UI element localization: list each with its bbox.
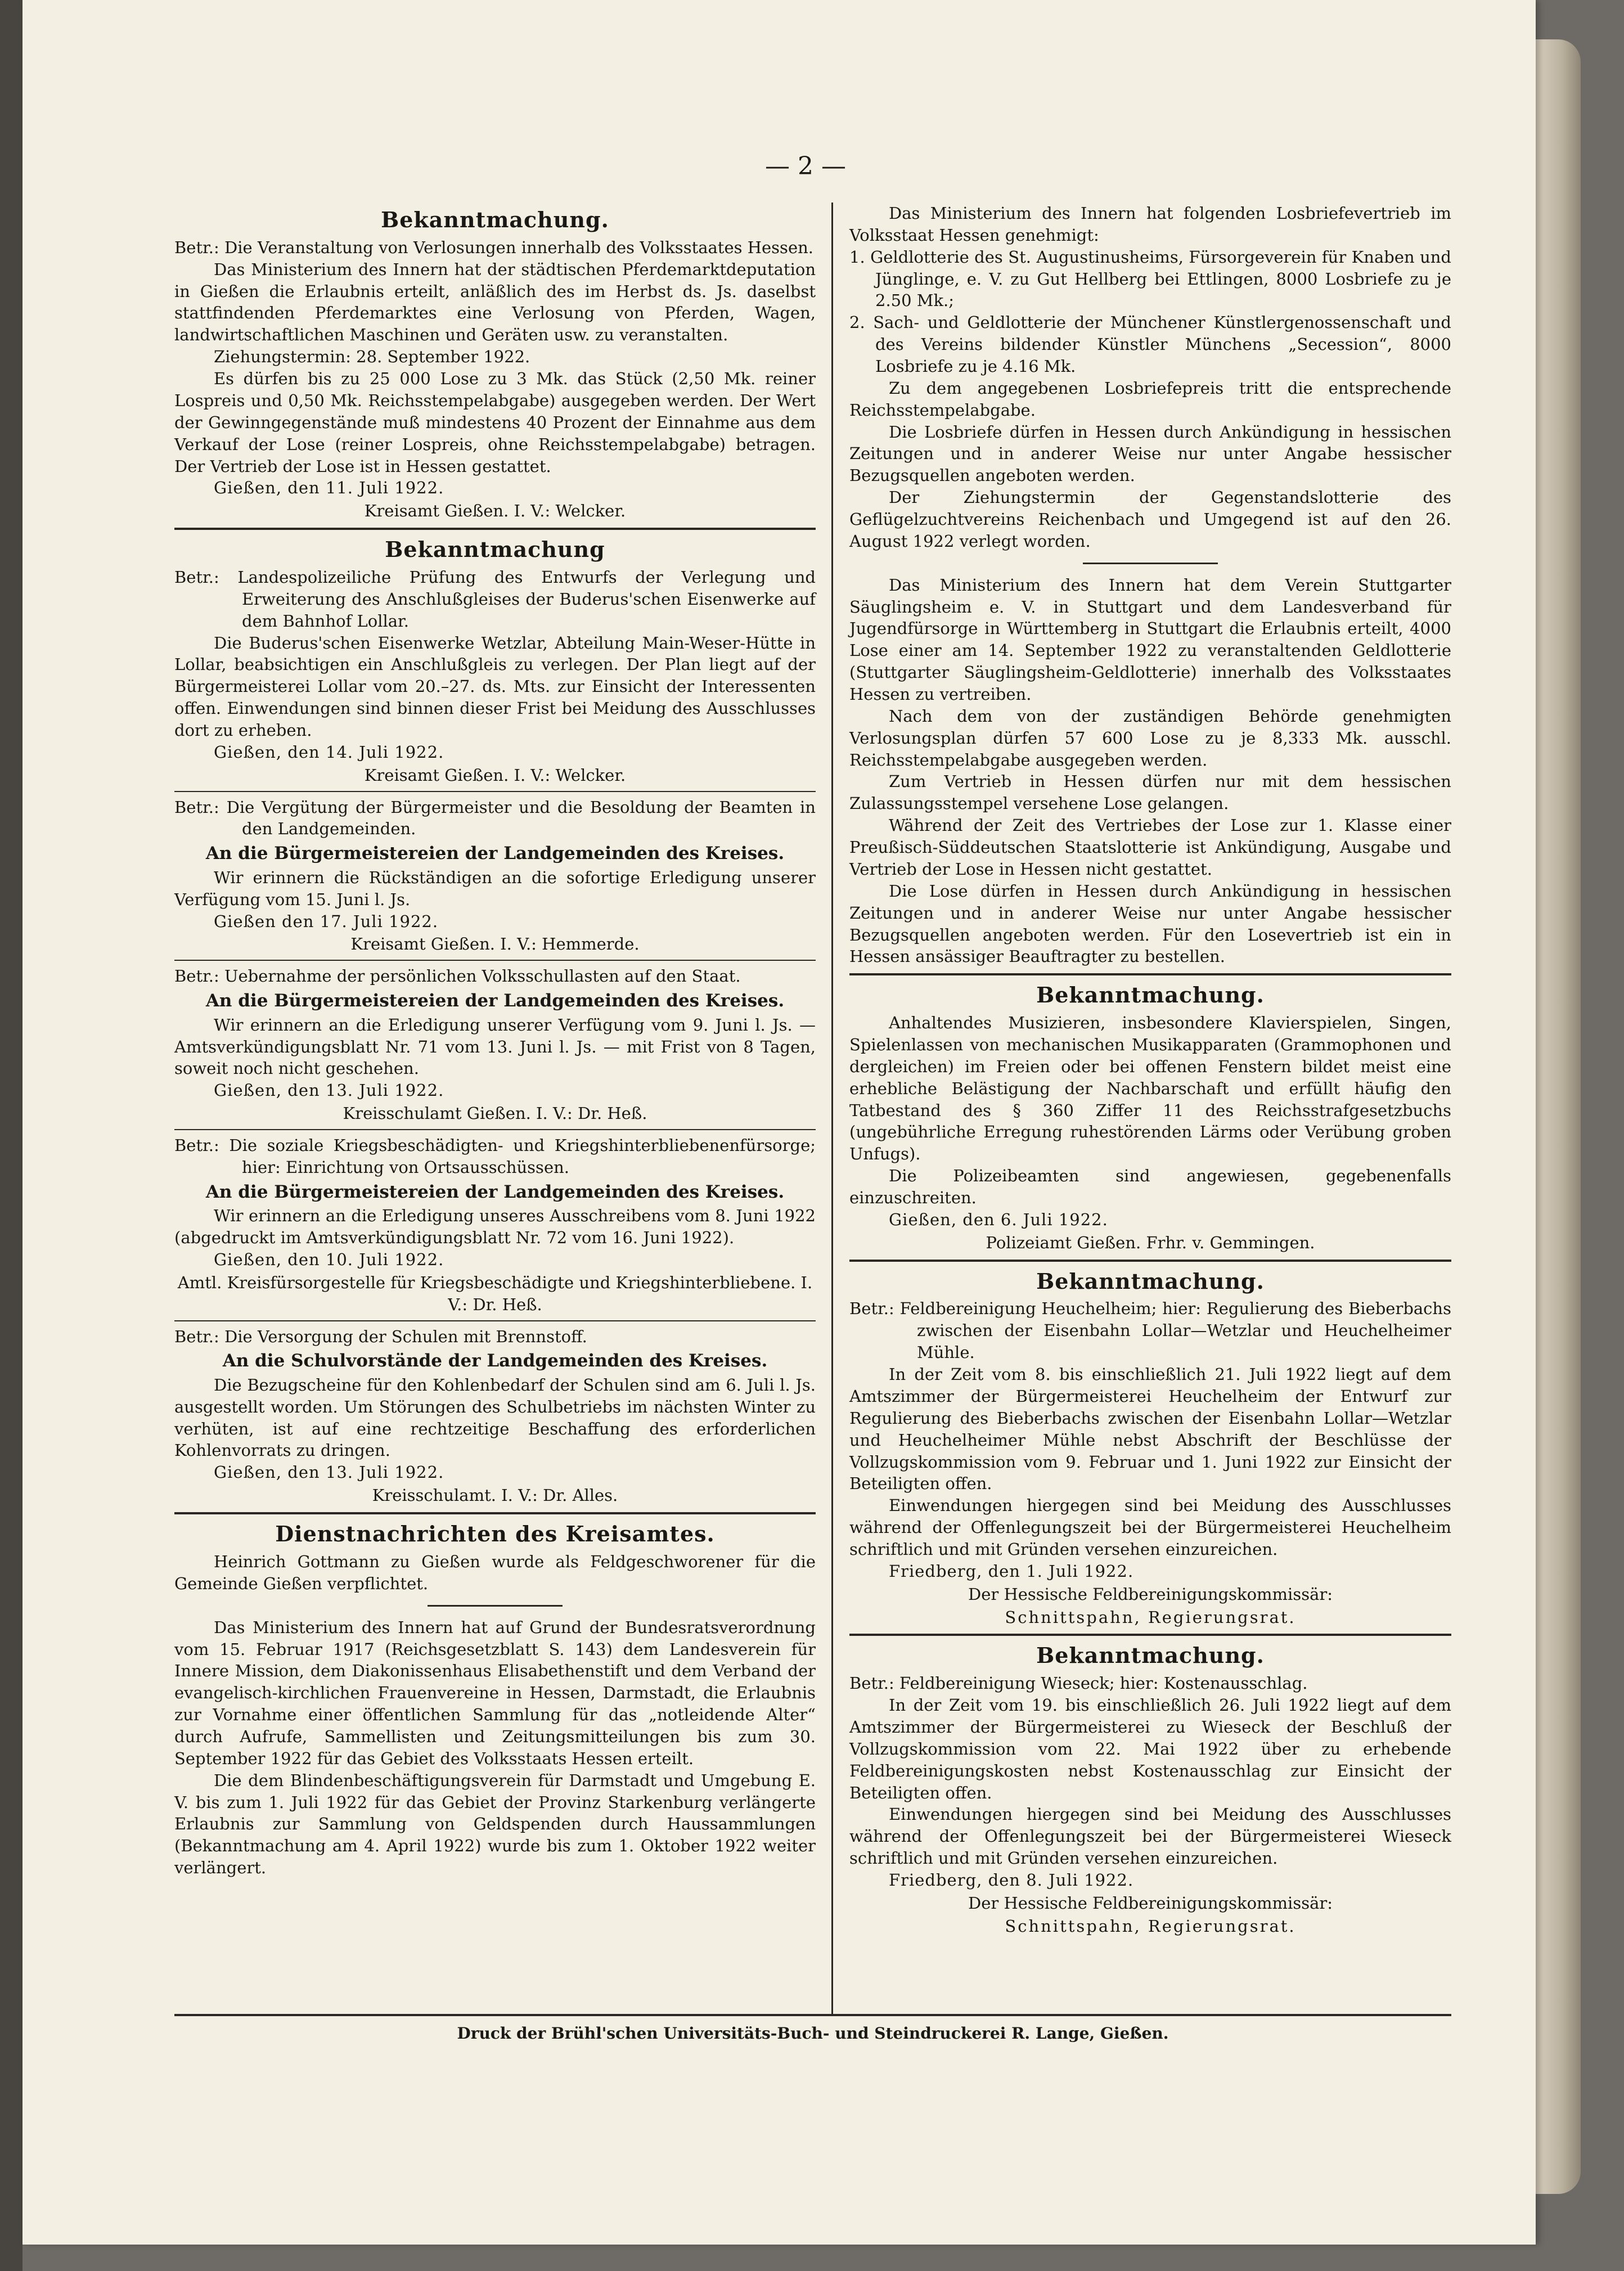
notice-paragraph: Es dürfen bis zu 25 000 Lose zu 3 Mk. das Stück (2,50 Mk. reiner Lospreis und 0,50 Mk. Reichsstempelabgabe) ausgegeben werden. Der Wert der Gewinngegenstände muß mindestens 40 Prozent der Einnahme aus dem Verkauf der Lose (reiner Lospreis, ohne Reichsstempelabgabe) betragen. Der Vertrieb der Lose ist in Hessen gestattet. — [174, 369, 816, 476]
section-divider — [174, 960, 816, 961]
section-divider — [849, 1634, 1451, 1636]
notice-paragraph: Die Polizeibeamten sind angewiesen, gegebenenfalls einzuschreiten. — [849, 1166, 1451, 1207]
notice-subject: Betr.: Die Versorgung der Schulen mit Brennstoff. — [174, 1326, 587, 1346]
section-divider — [174, 791, 816, 792]
notice-subject: Betr.: Feldbereinigung Heuchelheim; hier: Regulierung des Bieberbachs zwischen der Eisenbahn Lollar—Wetzlar und Heuchelheimer Mühle. — [849, 1299, 1451, 1362]
notice-heading: Bekanntmachung. — [1036, 1268, 1265, 1294]
notice-kriegsbeschaedigte — [174, 1135, 816, 1316]
notice-date: Gießen, den 11. Juli 1922. — [214, 478, 444, 498]
section-divider — [174, 528, 816, 530]
notice-paragraph: Nach dem von der zuständigen Behörde genehmigten Verlosungsplan dürfen 57 600 Lose zu je 8,333 Mk. ausschl. Reichsstempelabgabe ausgegeben werden. — [849, 706, 1451, 770]
notice-heading: Bekanntmachung. — [1036, 1643, 1265, 1669]
section-divider — [174, 1129, 816, 1130]
notice-subject: Betr.: Feldbereinigung Wieseck; hier: Kostenausschlag. — [849, 1674, 1308, 1693]
notice-verlosung — [174, 206, 816, 522]
notice-paragraph: Das Ministerium des Innern hat folgenden Losbriefevertrieb im Volksstaat Hessen genehmigt: — [849, 204, 1451, 245]
notice-date: Gießen, den 14. Juli 1922. — [214, 742, 444, 762]
printer-imprint: Druck der Brühl'schen Universitäts-Buch- und Steindruckerei R. Lange, Gießen. — [174, 2014, 1451, 2043]
notice-paragraph: Einwendungen hiergegen sind bei Meidung des Ausschlusses während der Offenlegungszeit bei der Bürgermeisterei Heuchelheim schriftlich und mit Gründen versehen einzureichen. — [849, 1496, 1451, 1559]
notice-heading: Dienstnachrichten des Kreisamtes. — [275, 1521, 715, 1547]
list-item: 1. Geldlotterie des St. Augustinusheims, Fürsorgeverein für Knaben und Jünglinge, e. V. zu Gut Hellberg bei Ettlingen, 8000 Losbriefe zu je 2.50 Mk.; — [849, 247, 1451, 311]
notice-paragraph: Der Ziehungstermin der Gegenstandslotterie des Geflügelzuchtvereins Reichenbach und Umgegend ist auf den 26. August 1922 verlegt worden. — [849, 488, 1451, 551]
notice-paragraph: Zu dem angegebenen Losbriefepreis tritt die entsprechende Reichsstempelabgabe. — [849, 378, 1451, 420]
notice-paragraph: In der Zeit vom 8. bis einschließlich 21. Juli 1922 liegt auf dem Amtszimmer der Bürgermeisterei Heuchelheim der Entwurf zur Regulierung des Bieberbachs zwischen der Eisenbahn Lollar—Wetzlar und Heuchelheimer Mühle nebst Abschrift der Beschlüsse der Vollzugskommission vom 9. Februar und 1. Juni 1922 zur Einsicht der Beteiligten offen. — [849, 1365, 1451, 1494]
notice-paragraph: Die Buderus'schen Eisenwerke Wetzlar, Abteilung Main-Weser-Hütte in Lollar, beabsichtigen ein Anschlußgleis zu verlegen. Der Plan liegt auf der Bürgermeisterei Lollar vom 20.–27. ds. Mts. zur Einsicht der Interessenten offen. Einwendungen sind binnen dieser Frist bei Meidung des Ausschlusses dort zu erheben. — [174, 633, 816, 740]
notice-paragraph: Ziehungstermin: 28. September 1922. — [214, 347, 530, 367]
column-divider — [831, 203, 833, 2014]
notice-signature: Schnittspahn, Regierungsrat. — [1005, 1607, 1296, 1627]
notice-date: Friedberg, den 1. Juli 1922. — [889, 1561, 1134, 1581]
notice-paragraph: Das Ministerium des Innern hat dem Verein Stuttgarter Säuglingsheim e. V. in Stuttgart und dem Landesverband für Jugendfürsorge in Württemberg in Stuttgart die Erlaubnis erteilt, 4000 Lose einer am 14. September 1922 zu veranstaltenden Geldlotterie (Stuttgarter Säuglingsheim-Geldlotterie) innerhalb des Volksstaates Hessen zu vertreiben. — [849, 575, 1451, 704]
notice-date: Friedberg, den 8. Juli 1922. — [889, 1870, 1134, 1890]
notice-signature: Polizeiamt Gießen. Frhr. v. Gemmingen. — [986, 1233, 1315, 1252]
left-column — [174, 203, 816, 1879]
section-divider — [849, 1260, 1451, 1262]
right-column — [849, 203, 1451, 1939]
section-divider — [849, 973, 1451, 975]
short-divider — [1083, 563, 1218, 564]
notice-date: Gießen, den 13. Juli 1922. — [214, 1081, 444, 1100]
notice-paragraph: Anhaltendes Musizieren, insbesondere Klavierspielen, Singen, Spielenlassen von mechanischen Musikapparaten (Grammophonen und dergleichen) im Freien oder bei offenen Fenstern bildet meist eine erhebliche Belästigung der Nachbarschaft und erfüllt häufig den Tatbestand des § 360 Ziffer 11 des Reichsstrafgesetzbuchs (ungebührliche Erregung ruhestörenden Lärms oder Verübung groben Unfugs). — [849, 1013, 1451, 1164]
section-divider — [174, 1320, 816, 1321]
dienstnachrichten — [174, 1520, 816, 1879]
notice-paragraph: Wir erinnern an die Erledigung unseres Ausschreibens vom 8. Juni 1922 (abgedruckt im Amtsverkündigungsblatt Nr. 72 vom 16. Juni 1922). — [174, 1206, 816, 1248]
notice-date: Gießen, den 13. Juli 1922. — [214, 1463, 444, 1482]
notice-date: Gießen, den 10. Juli 1922. — [214, 1249, 444, 1269]
notice-saeuglingsheim — [849, 574, 1451, 968]
notice-wieseck — [849, 1642, 1451, 1937]
section-divider — [174, 1512, 816, 1514]
notice-signature: Amtl. Kreisfürsorgestelle für Kriegsbeschädigte und Kriegshinterbliebene. I. V.: Dr. Heß. — [177, 1272, 813, 1314]
notice-address: An die Bürgermeistereien der Landgemeinden des Kreises. — [205, 1181, 785, 1202]
notice-heuchelheim — [849, 1267, 1451, 1629]
notice-subject: Betr.: Die Veranstaltung von Verlosungen innerhalb des Volksstaates Hessen. — [174, 237, 813, 257]
notice-paragraph: Die dem Blindenbeschäftigungsverein für Darmstadt und Umgebung E. V. bis zum 1. Juli 1922 für das Gebiet der Provinz Starkenburg verlängerte Erlaubnis zur Sammlung von Geldspenden durch Haussammlungen (Bekanntmachung am 4. April 1922) wurde bis zum 1. Oktober 1922 weiter verlängert. — [174, 1770, 816, 1878]
notice-signature: Schnittspahn, Regierungsrat. — [1005, 1916, 1296, 1936]
notice-paragraph: Einwendungen hiergegen sind bei Meidung des Ausschlusses während der Offenlegungszeit bei der Bürgermeisterei Wieseck schriftlich und mit Gründen versehen einzureichen. — [849, 1805, 1451, 1868]
notice-address: An die Schulvorstände der Landgemeinden des Kreises. — [222, 1351, 768, 1371]
notice-address: An die Bürgermeistereien der Landgemeinden des Kreises. — [205, 991, 785, 1011]
notice-subject: Betr.: Uebernahme der persönlichen Volksschullasten auf den Staat. — [174, 966, 741, 986]
notice-paragraph: Die Losbriefe dürfen in Hessen durch Ankündigung in hessischen Zeitungen und in anderer Weise nur unter Angabe hessischer Bezugsquellen angeboten werden. — [849, 422, 1451, 485]
notice-heading: Bekanntmachung. — [381, 207, 609, 232]
notice-address: An die Bürgermeistereien der Landgemeinden des Kreises. — [205, 843, 785, 864]
notice-paragraph: Das Ministerium des Innern hat auf Grund der Bundesratsverordnung vom 15. Februar 1917 (Reichsgesetzblatt S. 143) dem Landesverein für Innere Mission, dem Diakonissenhaus Elisabethenstift und dem Verband der evangelisch-kirchlichen Frauenvereine in Hessen, Darmstadt, die Erlaubnis zur Vornahme einer öffentlichen Sammlung für das „notleidende Alter“ durch Aufrufe, Sammellisten und Zeitungsmitteilungen bis zum 30. September 1922 für das Gebiet des Volksstaats Hessen erteilt. — [174, 1617, 816, 1768]
notice-signature: Der Hessische Feldbereinigungskommissär: — [968, 1893, 1333, 1913]
notice-subject: Betr.: Landespolizeiliche Prüfung des Entwurfs der Verlegung und Erweiterung des Anschlußgleises der Buderus'schen Eisenwerke auf dem Bahnhof Lollar. — [174, 567, 816, 631]
notice-signature: Kreisamt Gießen. I. V.: Welcker. — [364, 501, 626, 521]
notice-paragraph: Die Lose dürfen in Hessen durch Ankündigung in hessischen Zeitungen und in anderer Weise nur unter Angabe hessischer Bezugsquellen angeboten werden. Für den Losevertrieb ist ein in Hessen ansässiger Beauftragter zu bestellen. — [849, 881, 1451, 966]
notice-signature: Kreisschulamt. I. V.: Dr. Alles. — [372, 1486, 618, 1505]
notice-signature: Kreisamt Gießen. I. V.: Hemmerde. — [350, 934, 640, 954]
notice-anschlussgleis — [174, 536, 816, 786]
list-item: 2. Sach- und Geldlotterie der Münchener Künstlergenossenschaft und des Vereins bildender Künstler Münchens „Secession“, 8000 Losbriefe zu je 4.16 Mk. — [849, 313, 1451, 376]
notice-signature: Kreisamt Gießen. I. V.: Welcker. — [364, 765, 626, 785]
notice-paragraph: Wir erinnern die Rückständigen an die sofortige Erledigung unserer Verfügung vom 15. Juni l. Js. — [174, 867, 816, 909]
notice-date: Gießen, den 6. Juli 1922. — [889, 1209, 1108, 1229]
notice-signature: Der Hessische Feldbereinigungskommissär: — [968, 1584, 1333, 1604]
notice-musizieren — [849, 981, 1451, 1253]
notice-subject: Betr.: Die Vergütung der Bürgermeister und die Besoldung der Beamten in den Landgemeinden. — [174, 797, 816, 839]
short-divider — [428, 1605, 563, 1607]
notice-heading: Bekanntmachung. — [1036, 982, 1265, 1008]
notice-paragraph: Heinrich Gottmann zu Gießen wurde als Feldgeschworener für die Gemeinde Gießen verpflichtet. — [174, 1552, 816, 1593]
notice-signature: Kreisschulamt Gießen. I. V.: Dr. Heß. — [343, 1104, 647, 1123]
notice-paragraph: In der Zeit vom 19. bis einschließlich 26. Juli 1922 liegt auf dem Amtszimmer der Bürgermeisterei zu Wieseck der Beschluß der Vollzugskommission vom 22. Mai 1922 über zu erhebende Feldbereinigungskosten nebst Kostenausschlag zur Einsicht der Beteiligten offen. — [849, 1696, 1451, 1802]
notice-verguetung — [174, 797, 816, 956]
notice-paragraph: Die Bezugscheine für den Kohlenbedarf der Schulen sind am 6. Juli l. Js. ausgestellt worden. Um Störungen des Schulbetriebs im nächsten Winter zu verhüten, ist auf eine rechtzeitige Beschaffung des erforderlichen Kohlenvorrats zu dringen. — [174, 1375, 816, 1460]
notice-paragraph: Wir erinnern an die Erledigung unserer Verfügung vom 9. Juni l. Js. — Amtsverkündigungsblatt Nr. 71 vom 13. Juni l. Js. — mit Frist von 8 Tagen, soweit noch nicht geschehen. — [174, 1015, 816, 1078]
notice-subject: Betr.: Die soziale Kriegsbeschädigten- und Kriegshinterbliebenenfürsorge; hier: Einrichtung von Ortsausschüssen. — [174, 1135, 816, 1177]
notice-date: Gießen den 17. Juli 1922. — [214, 911, 439, 931]
notice-volksschullasten — [174, 965, 816, 1125]
notice-paragraph: Zum Vertrieb in Hessen dürfen nur mit dem hessischen Zulassungsstempel versehene Lose gelangen. — [849, 772, 1451, 813]
notice-heading: Bekanntmachung — [385, 537, 605, 563]
background-left — [0, 0, 23, 2271]
notice-losbriefe — [849, 203, 1451, 552]
notice-paragraph: Das Ministerium des Innern hat der städtischen Pferdemarktdeputation in Gießen die Erlaubnis erteilt, anläßlich des im Herbst ds. Js. daselbst stattfindenden Pferdemarktes eine Verlosung von Pferden, Wagen, landwirtschaftlichen Maschinen und Geräten usw. zu veranstalten. — [174, 259, 816, 345]
notice-brennstoff — [174, 1326, 816, 1507]
newspaper-page — [23, 0, 1536, 2245]
page-number: — 2 — — [765, 152, 846, 181]
notice-paragraph: Während der Zeit des Vertriebes der Lose zur 1. Klasse einer Preußisch-Süddeutschen Staatslotterie ist Ankündigung, Ausgabe und Vertrieb der Lose in Hessen nicht gestattet. — [849, 816, 1451, 879]
